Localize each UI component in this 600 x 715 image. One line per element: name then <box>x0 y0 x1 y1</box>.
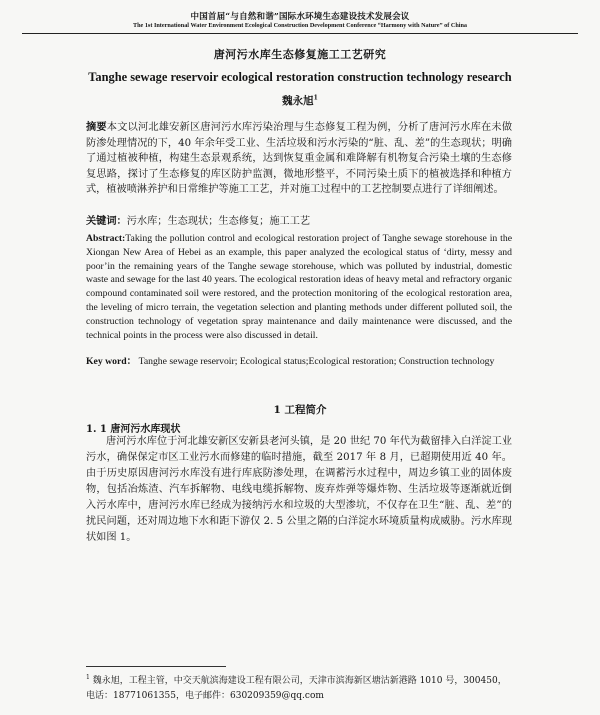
abstract-cn <box>86 120 512 198</box>
keywords-cn-label: 关键词： <box>86 215 127 227</box>
abstract-en-label: Abstract: <box>86 233 126 244</box>
paper-title-en: Tanghe sewage reservoir ecological restoration construction technology research <box>88 70 512 84</box>
keywords-cn <box>86 214 512 230</box>
footnote-rule <box>86 666 226 667</box>
paper-title-cn: 唐河污水库生态修复施工工艺研究 <box>213 48 387 61</box>
author <box>0 93 600 108</box>
keywords-en-label: Key word： <box>86 356 137 367</box>
body-paragraph: 唐河污水库位于河北雄安新区安新县老河头镇，是 20 世纪 70 年代为截留排入白洋淀工业污水，确保保定市区工业污水而修建的临时措施，截至 2017 年 8 月，已超期使用近 40 年。由于历史原因唐河污水库没有进行库底防渗处理，在调蓄污水过程中，周边乡镇工业的固体废物，包括冶炼渣、汽车拆解物、电线电缆拆解物、废弃炸弹等爆炸物、生活垃圾等逐渐就近倒入污水库中，唐河污水库已经成为接纳污水和垃圾的大型渗坑，不仅存在卫生“脏、乱、差”的扰民问题，还对周边地下水和距下游仅 2. 5 公里之隔的白洋淀水环境质量构成威胁。污水库现状如图 1。 <box>86 436 512 543</box>
keywords-en <box>86 355 512 369</box>
abstract-en <box>86 232 512 342</box>
author-name: 魏永旭 <box>282 95 314 107</box>
footnote-text: 魏永旭，工程主管，中交天航滨海建设工程有限公司，天津市滨海新区塘沽新港路 1010 号，300450，电话：18771061355，电子邮件：630209359@qq.com <box>86 676 507 701</box>
subsection-heading: 1. 1 唐河污水库现状 <box>86 424 181 435</box>
footnote-mark: 1 <box>86 674 90 681</box>
section-heading: 1 工程简介 <box>273 404 327 416</box>
abstract-en-text: Taking the pollution control and ecological restoration project of Tanghe sewage storehouse in the Xiongan New Area of Hebei as an example, this paper analyzed the ecological status of ‘dirty, messy and poor’in the remaining years of the Tanghe sewage storehouse, which was polluted by industrial, domestic waste and sewage for the last 40 years. The ecological restoration ideas of heavy metal and refractory organic compound contaminated soil were restored, and the protection monitoring of the ecological restoration area, the leveling of micro terrain, the vegetation selection and planting methods under different polluted soil, the construction technology of vegetation spray maintenance and daily maintenance were discussed, and the technical points in the process were also discussed in detail. <box>86 233 512 341</box>
keywords-cn-text: 污水库；生态现状；生态修复；施工工艺 <box>126 216 311 227</box>
footnote <box>86 670 512 704</box>
author-footnote-mark: 1 <box>313 94 318 102</box>
abstract-cn-label: 摘要 <box>86 121 107 133</box>
header-rule <box>22 33 578 34</box>
conference-title-en: The 1st International Water Environment Ecological Construction Development Conference “Harmony with Nature” of China <box>132 22 468 29</box>
keywords-en-text: Tanghe sewage reservoir; Ecological status;Ecological restoration; Construction technology <box>138 356 495 367</box>
abstract-cn-text: 本文以河北雄安新区唐河污水库污染治理与生态修复工程为例，分析了唐河污水库在未做防渗处理情况的下，40 年余年受工业、生活垃圾和污水污染的“脏、乱、差”的生态现状；明确了通过植被种植，构建生态景观系统，达到恢复重金属和难降解有机物复合污染土壤的生态修复思路，探讨了生态修复的库区防护监测，微地形整平，不同污染土质下的植被选择和种植方式，植被喷淋养护和日常维护等施工工艺，并对施工过程中的工艺控制要点进行了详细阐述。 <box>86 122 513 195</box>
conference-title-cn: 中国首届“与自然和谐”国际水环境生态建设技术发展会议 <box>190 12 410 22</box>
